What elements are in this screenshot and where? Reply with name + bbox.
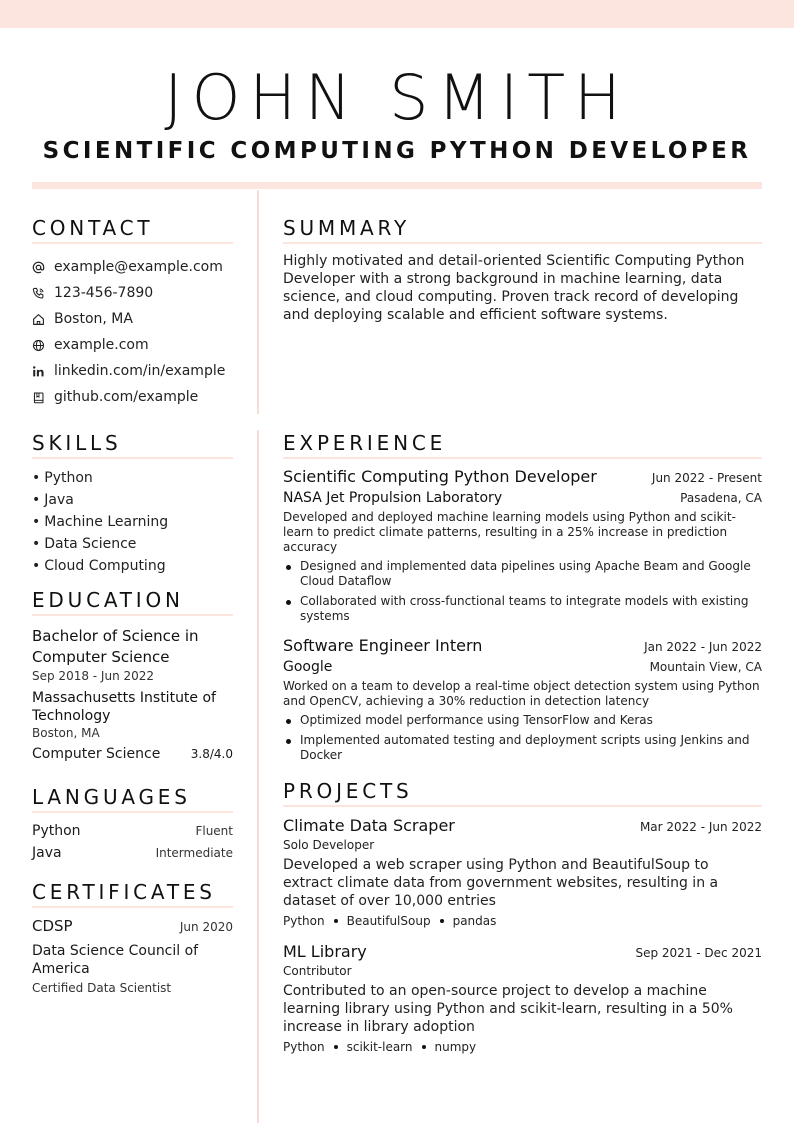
contact-linkedin[interactable] <box>32 358 233 384</box>
project-tag: Python <box>283 914 325 928</box>
certificate-name: CDSP <box>32 917 73 935</box>
project-header <box>283 816 762 835</box>
project-description: Contributed to an open-source project to develop a machine learning library using Python and scikit-learn, resulting in a 50% increase in library adoption <box>283 983 733 1035</box>
language-row <box>32 842 233 864</box>
job-company-row <box>283 659 762 675</box>
skill-item: • Data Science <box>32 533 233 555</box>
job-location: Pasadena, CA <box>680 491 762 505</box>
job-description: Developed and deployed machine learning models using Python and scikit-learn to predict climate patterns, resulting in a 25% increase in prediction accuracy <box>283 510 736 554</box>
job-header <box>283 636 762 655</box>
languages-title: LANGUAGES <box>32 785 233 813</box>
project-title: Climate Data Scraper <box>283 816 455 835</box>
certificates-section <box>32 880 233 997</box>
experience-section <box>283 431 762 768</box>
skill-item: • Machine Learning <box>32 511 233 533</box>
job-description: Worked on a team to develop a real-time object detection system using Python and OpenCV, achieving a 30% reduction in detection latency <box>283 679 760 708</box>
project-tag: pandas <box>452 914 497 928</box>
job-bullet: Implemented automated testing and deployment scripts using Jenkins and Docker <box>283 733 762 763</box>
contact-phone-text: 123-456-7890 <box>54 285 154 301</box>
project-tags <box>283 1040 762 1054</box>
language-row <box>32 820 233 842</box>
phone-icon <box>32 287 54 300</box>
education-field-row <box>32 746 233 762</box>
summary-text: Highly motivated and detail-oriented Scientific Computing Python Developer with a strong background in machine learning, data science, and cloud computing. Proven track record of developing and deploying scalable and efficient software systems. <box>283 253 745 323</box>
tag-separator <box>440 919 444 923</box>
job-entry <box>283 467 762 624</box>
project-title: ML Library <box>283 942 367 961</box>
education-gpa: 3.8/4.0 <box>190 747 233 761</box>
tag-separator <box>334 919 338 923</box>
language-level: Intermediate <box>155 846 233 860</box>
tag-separator <box>334 1045 338 1049</box>
language-level: Fluent <box>195 824 233 838</box>
resume-header <box>0 60 794 166</box>
project-role: Contributor <box>283 964 352 978</box>
job-bullets <box>283 559 762 624</box>
column-divider-top <box>257 190 259 414</box>
education-section <box>32 588 233 762</box>
job-title: Scientific Computing Python Developer <box>283 467 597 486</box>
job-location: Mountain View, CA <box>649 660 762 674</box>
header-divider <box>32 182 762 189</box>
job-company-row <box>283 490 762 506</box>
job-title: Software Engineer Intern <box>283 636 483 655</box>
education-location: Boston, MA <box>32 726 100 740</box>
contact-github-text: github.com/example <box>54 389 199 405</box>
contact-section <box>32 216 233 410</box>
certificate-org: Data Science Council of America <box>32 943 199 977</box>
education-field: Computer Science <box>32 746 161 762</box>
linkedin-icon <box>32 365 54 378</box>
contact-email[interactable] <box>32 254 233 280</box>
contact-website-text: example.com <box>54 337 149 353</box>
education-degree: Bachelor of Science in Computer Science <box>32 627 199 666</box>
job-dates: Jun 2022 - Present <box>651 471 762 485</box>
project-description: Developed a web scraper using Python and BeautifulSoup to extract climate data from government websites, resulting in a dataset of over 10,000 entries <box>283 857 719 909</box>
github-icon <box>32 391 54 404</box>
tag-separator <box>422 1045 426 1049</box>
project-entry <box>283 942 762 1054</box>
project-tag: BeautifulSoup <box>346 914 431 928</box>
job-bullet: Designed and implemented data pipelines using Apache Beam and Google Cloud Dataflow <box>283 559 762 589</box>
skills-list <box>32 467 233 577</box>
project-tag: Python <box>283 1040 325 1054</box>
project-dates: Mar 2022 - Jun 2022 <box>639 820 762 834</box>
job-bullets <box>283 713 762 763</box>
candidate-name: JOHN SMITH <box>164 61 630 134</box>
at-icon <box>32 261 54 274</box>
certificate-row <box>32 917 233 936</box>
job-company: NASA Jet Propulsion Laboratory <box>283 490 503 506</box>
certificate-subtitle: Certified Data Scientist <box>32 981 172 995</box>
job-company: Google <box>283 659 333 675</box>
education-title: EDUCATION <box>32 588 233 616</box>
education-school: Massachusetts Institute of Technology <box>32 690 216 724</box>
project-entry <box>283 816 762 928</box>
certificates-title: CERTIFICATES <box>32 880 233 908</box>
language-name: Java <box>32 845 62 861</box>
job-dates: Jan 2022 - Jun 2022 <box>644 640 762 654</box>
contact-phone[interactable] <box>32 280 233 306</box>
contact-email-text: example@example.com <box>54 259 223 275</box>
education-dates: Sep 2018 - Jun 2022 <box>32 669 155 683</box>
top-accent-bar <box>0 0 794 28</box>
contact-title: CONTACT <box>32 216 233 244</box>
contact-github[interactable] <box>32 384 233 410</box>
job-entry <box>283 636 762 763</box>
project-dates: Sep 2021 - Dec 2021 <box>635 946 762 960</box>
skills-title: SKILLS <box>32 431 233 459</box>
contact-linkedin-text: linkedin.com/in/example <box>54 363 226 379</box>
experience-title: EXPERIENCE <box>283 431 762 459</box>
skill-item: • Python <box>32 467 233 489</box>
project-role: Solo Developer <box>283 838 375 852</box>
project-header <box>283 942 762 961</box>
globe-icon <box>32 339 54 352</box>
projects-title: PROJECTS <box>283 779 762 807</box>
contact-list <box>32 254 233 410</box>
project-tag: numpy <box>434 1040 477 1054</box>
language-name: Python <box>32 823 81 839</box>
contact-website[interactable] <box>32 332 233 358</box>
summary-section <box>283 216 762 324</box>
skill-item: • Java <box>32 489 233 511</box>
summary-title: SUMMARY <box>283 216 762 244</box>
languages-section <box>32 785 233 864</box>
candidate-role: SCIENTIFIC COMPUTING PYTHON DEVELOPER <box>42 138 752 164</box>
contact-location <box>32 306 233 332</box>
contact-location-text: Boston, MA <box>54 311 133 327</box>
home-icon <box>32 313 54 326</box>
job-bullet: Optimized model performance using TensorFlow and Keras <box>283 713 762 728</box>
skills-section <box>32 431 233 577</box>
project-tag: scikit-learn <box>346 1040 413 1054</box>
certificate-date: Jun 2020 <box>179 920 233 934</box>
column-divider-bottom <box>257 430 259 1123</box>
job-header <box>283 467 762 486</box>
project-tags <box>283 914 762 928</box>
projects-section <box>283 779 762 1054</box>
languages-list <box>32 820 233 864</box>
job-bullet: Collaborated with cross-functional teams to integrate models with existing systems <box>283 594 762 624</box>
skill-item: • Cloud Computing <box>32 555 233 577</box>
